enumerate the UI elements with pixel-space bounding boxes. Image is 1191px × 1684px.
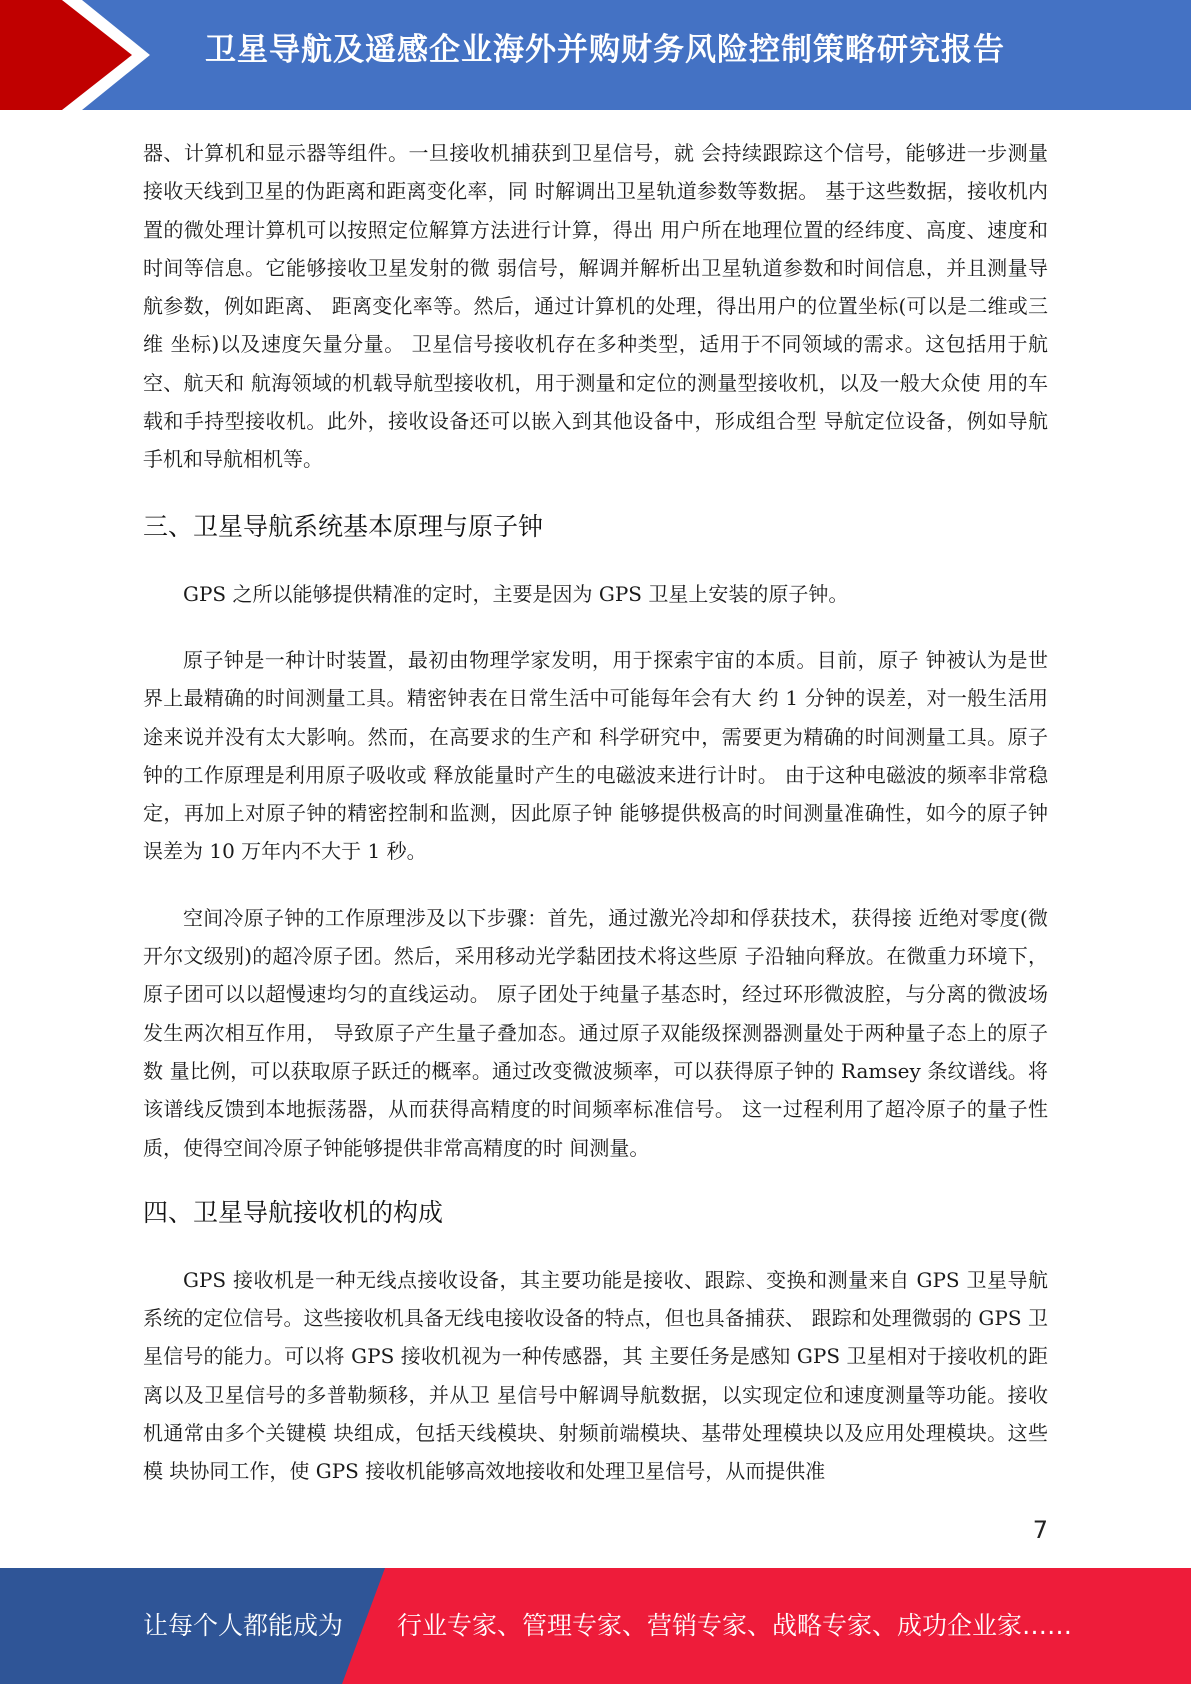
page-header: [0, 0, 1191, 110]
section-3-paragraph-2: 原子钟是一种计时装置，最初由物理学家发明，用于探索宇宙的本质。目前，原子 钟被认为是世界上最精确的时间测量工具。精密钟表在日常生活中可能每年会有大 约 1 分钟的误差，对一般生活用途来说并没有太大影响。然而，在高要求的生产和 科学研究中，需要更为精确的时间测量工具。原子钟的工作原理是利用原子吸收或 释放能量时产生的电磁波来进行计时。 由于这种电磁波的频率非常稳定，再加上对原子钟的精密控制和监测，因此原子钟 能够提供极高的时间测量准确性，如今的原子钟误差为 10 万年内不大于 1 秒。: [143, 647, 1048, 864]
section-3-paragraph-3: 空间冷原子钟的工作原理涉及以下步骤：首先，通过激光冷却和俘获技术，获得接 近绝对零度(微开尔文级别)的超冷原子团。然后，采用移动光学黏团技术将这些原 子沿轴向释放。在微重力环境下，原子团可以以超慢速均匀的直线运动。 原子团处于纯量子基态时，经过环形微波腔，与分离的微波场发生两次相互作用， 导致原子产生量子叠加态。通过原子双能级探测器测量处于两种量子态上的原子数 量比例，可以获取原子跃迁的概率。通过改变微波频率，可以获得原子钟的 Ramsey 条纹谱线。将该谱线反馈到本地振荡器，从而获得高精度的时间频率标准信号。 这一过程利用了超冷原子的量子性质，使得空间冷原子钟能够提供非常高精度的时 间测量。: [143, 905, 1048, 1160]
document-body: [143, 134, 1048, 1491]
footer-slogan-left: 让每个人都能成为: [143, 1611, 344, 1640]
section-3-paragraph-1: GPS 之所以能够提供精准的定时，主要是因为 GPS 卫星上安装的原子钟。: [183, 581, 849, 606]
report-title: 卫星导航及遥感企业海外并购财务风险控制策略研究报告: [205, 32, 1005, 68]
page-number: 7: [1032, 1516, 1048, 1544]
section-4-paragraph-1: GPS 接收机是一种无线点接收设备，其主要功能是接收、跟踪、变换和测量来自 GPS 卫星导航系统的定位信号。这些接收机具备无线电接收设备的特点，但也具备捕获、 跟踪和处理微弱的 GPS 卫星信号的能力。可以将 GPS 接收机视为一种传感器，其 主要任务是感知 GPS 卫星相对于接收机的距离以及卫星信号的多普勒频移，并从卫 星信号中解调导航数据，以实现定位和速度测量等功能。接收机通常由多个关键模 块组成，包括天线模块、射频前端模块、基带处理模块以及应用处理模块。这些模 块协同工作，使 GPS 接收机能够高效地接收和处理卫星信号，从而提供准: [143, 1267, 1048, 1484]
section-3-heading: 三、卫星导航系统基本原理与原子钟: [143, 511, 544, 541]
header-red-chevron: [0, 0, 150, 110]
footer-slogan-right: 行业专家、管理专家、营销专家、战略专家、成功企业家……: [397, 1611, 1073, 1640]
intro-paragraph: 器、计算机和显示器等组件。一旦接收机捕获到卫星信号，就 会持续跟踪这个信号，能够进一步测量接收天线到卫星的伪距离和距离变化率，同 时解调出卫星轨道参数等数据。 基于这些数据，接收机内置的微处理计算机可以按照定位解算方法进行计算，得出 用户所在地理位置的经纬度、高度、速度和时间等信息。它能够接收卫星发射的微 弱信号，解调并解析出卫星轨道参数和时间信息，并且测量导航参数，例如距离、 距离变化率等。然后，通过计算机的处理，得出用户的位置坐标(可以是二维或三维 坐标)以及速度矢量分量。 卫星信号接收机存在多种类型，适用于不同领域的需求。这包括用于航空、航天和 航海领域的机载导航型接收机，用于测量和定位的测量型接收机，以及一般大众使 用的车载和手持型接收机。此外，接收设备还可以嵌入到其他设备中，形成组合型 导航定位设备，例如导航手机和导航相机等。: [143, 141, 1048, 472]
section-4-heading: 四、卫星导航接收机的构成: [143, 1197, 444, 1227]
page-footer: [0, 1568, 1191, 1684]
